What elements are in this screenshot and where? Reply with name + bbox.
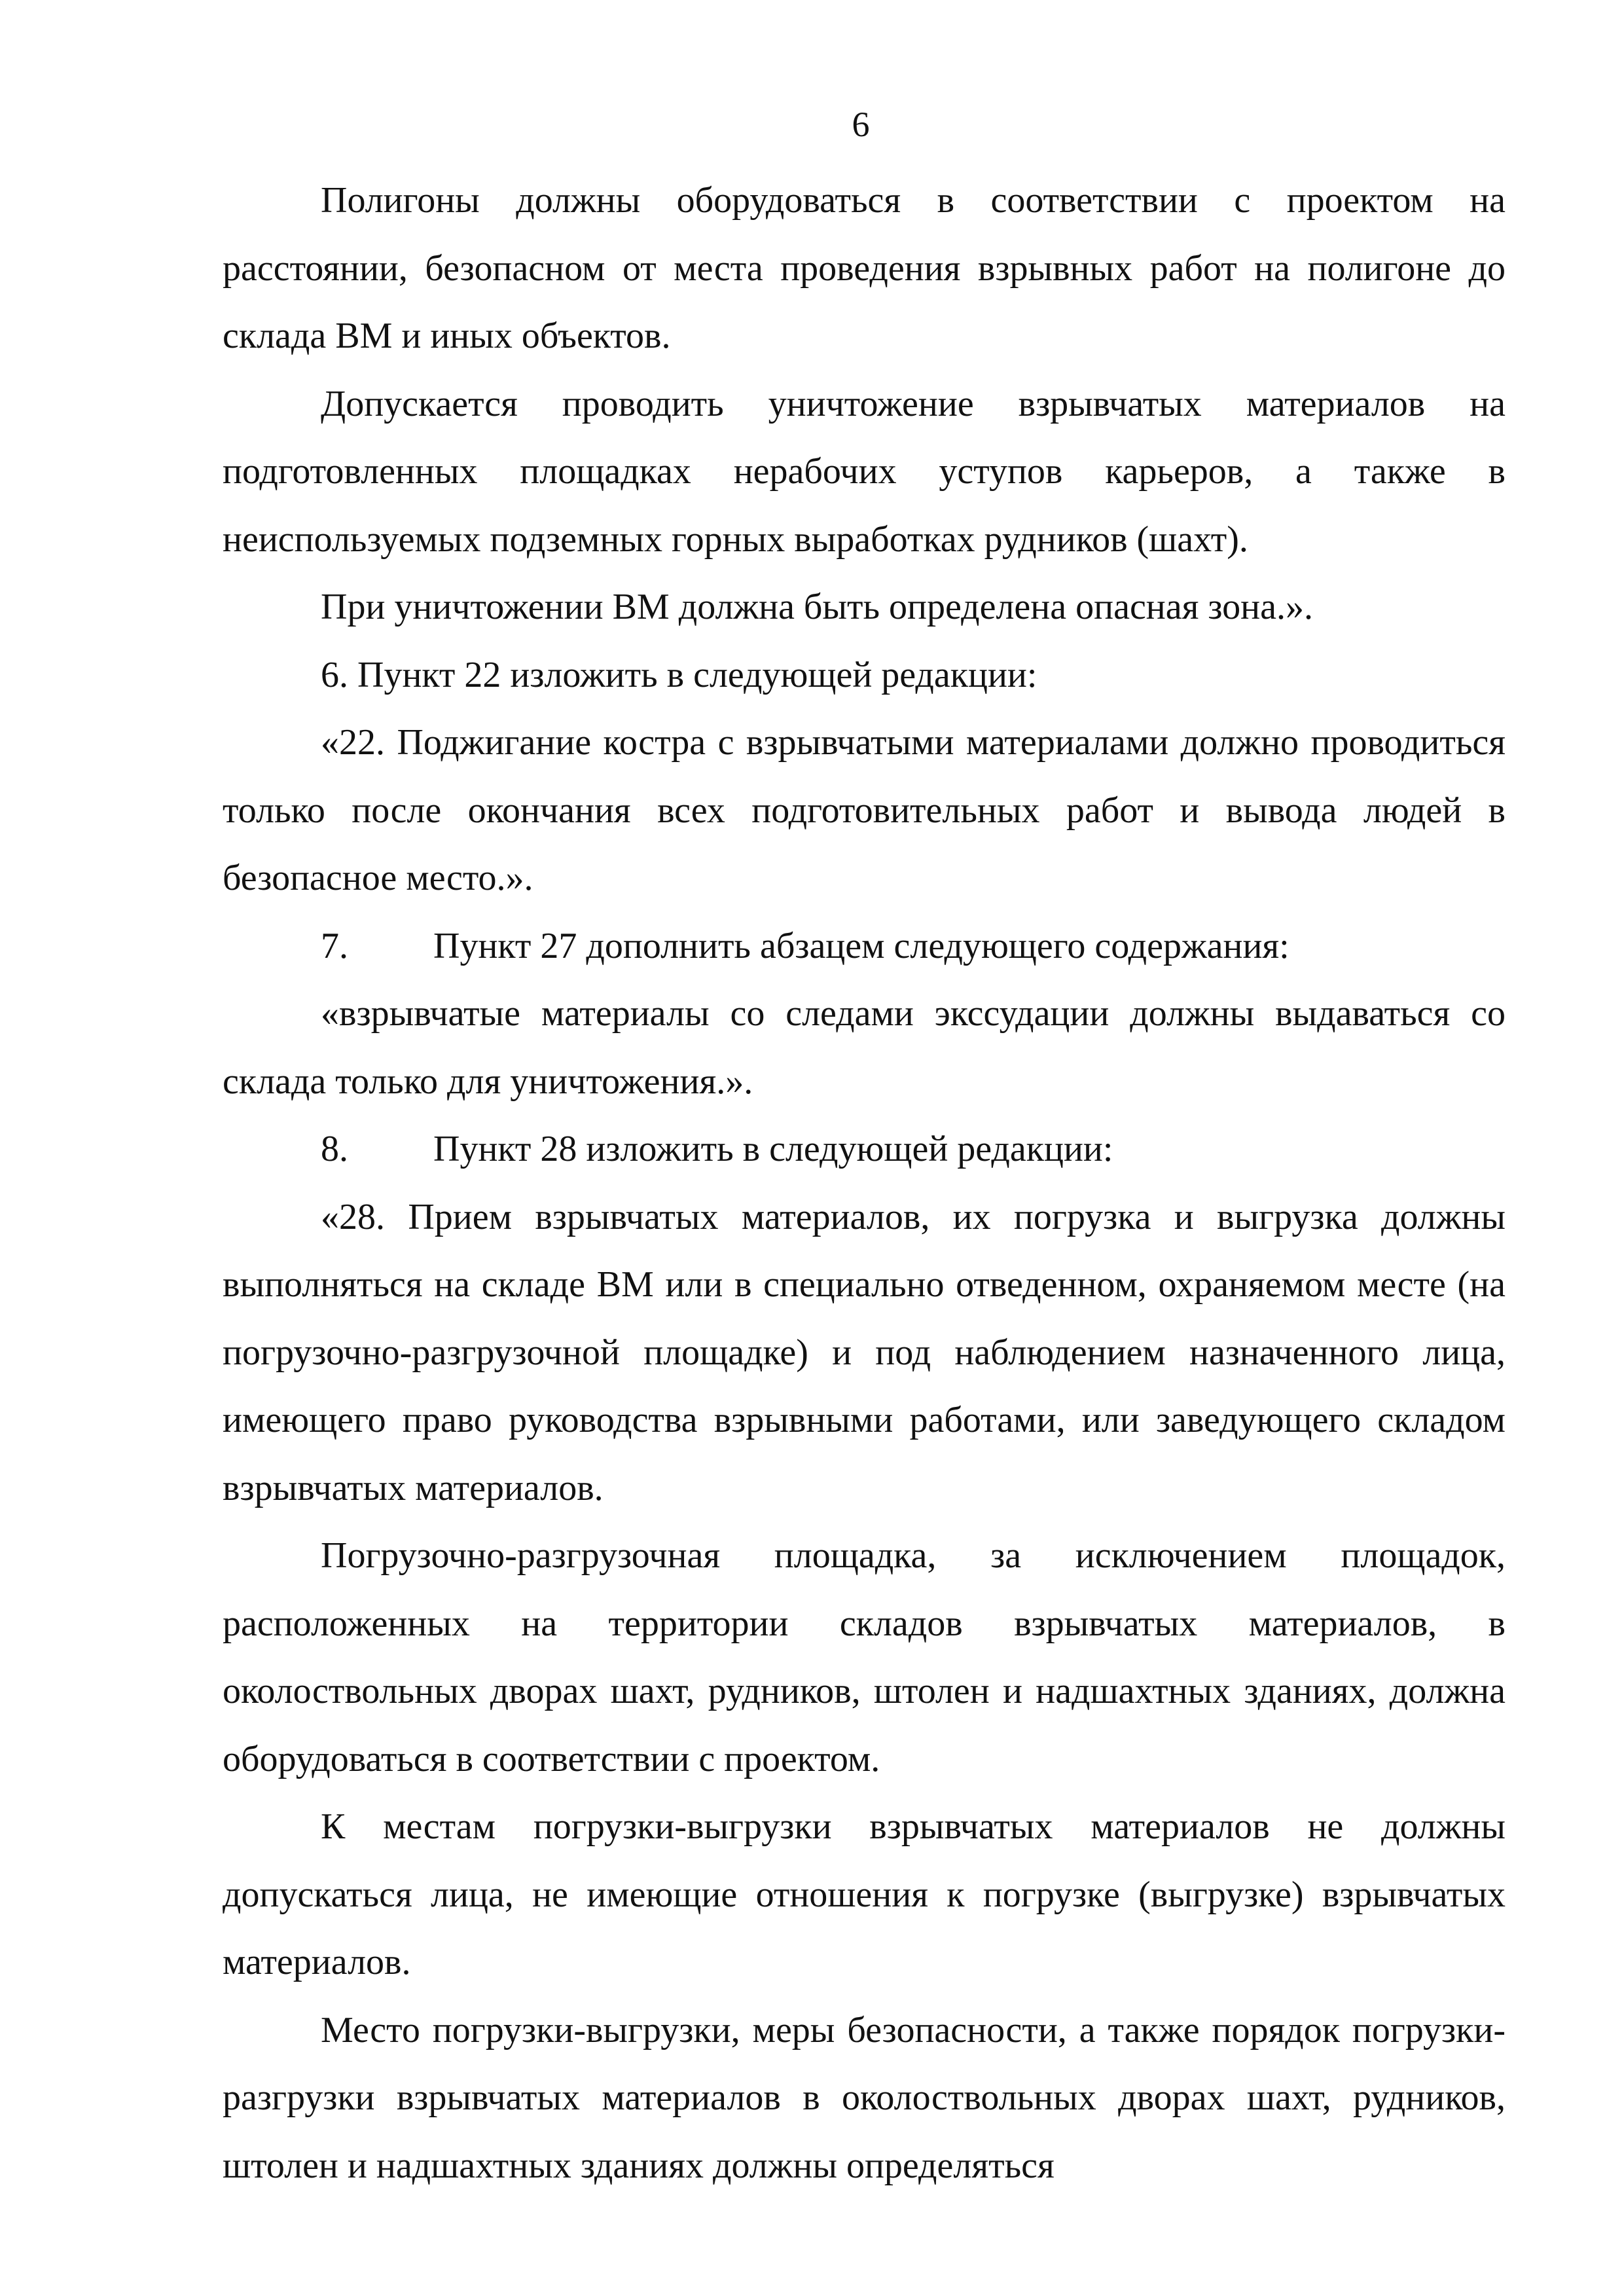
paragraph-polygons: Полигоны должны оборудоваться в соответствии с проектом на расстоянии, безопасном от места проведения взрывных работ на полигоне до склада ВМ и иных объектов.: [223, 180, 1506, 356]
paragraph-loading-platform: Погрузочно-разгрузочная площадка, за исключением площадок, расположенных на территории складов взрывчатых материалов, в околоствольных дворах шахт, рудников, штолен и надшахтных зданиях, должна оборудоваться в соответствии с проектом.: [223, 1535, 1506, 1779]
paragraph-destruction-allowed: Допускается проводить уничтожение взрывчатых материалов на подготовленных площадках нерабочих уступов карьеров, а также в неиспользуемых подземных горных выработках рудников (шахт).: [223, 383, 1506, 560]
item-text: Пункт 28 изложить в следующей редакции:: [433, 1129, 1113, 1169]
paragraph-item-8: [223, 1116, 1506, 1184]
paragraph-point-28: «28. Прием взрывчатых материалов, их погрузка и выгрузка должны выполняться на складе ВМ или в специально отведенном, охраняемом месте (на погрузочно-разгрузочной площадке) и под наблюдением назначенного лица, имеющего право руководства взрывными работами, или заведующего складом взрывчатых материалов.: [223, 1196, 1506, 1508]
paragraph-loading-place: Место погрузки-выгрузки, меры безопасности, а также порядок погрузки-разгрузки взрывчатых материалов в околоствольных дворах шахт, рудников, штолен и надшахтных зданиях должны определяться: [223, 2009, 1506, 2186]
item-number: 7.: [321, 925, 348, 966]
paragraph-point-22: «22. Поджигание костра с взрывчатыми материалами должно проводиться только после окончания всех подготовительных работ и вывода людей в безопасное место.».: [223, 722, 1506, 898]
paragraph-loading-access: К местам погрузки-выгрузки взрывчатых материалов не должны допускаться лица, не имеющие отношения к погрузке (выгрузке) взрывчатых материалов.: [223, 1806, 1506, 1982]
paragraph-exudation: «взрывчатые материалы со следами экссудации должны выдаваться со склада только для уничтожения.».: [223, 993, 1506, 1102]
item-text: Пункт 27 дополнить абзацем следующего содержания:: [433, 925, 1290, 966]
paragraph-danger-zone: При уничтожении ВМ должна быть определена опасная зона.».: [321, 587, 1313, 627]
page-number: 6: [852, 105, 870, 144]
item-number: 8.: [321, 1129, 348, 1169]
paragraph-item-7: [223, 913, 1506, 981]
paragraph-item-6: 6. Пункт 22 изложить в следующей редакции:: [321, 654, 1038, 695]
document-body: [223, 167, 1506, 2200]
